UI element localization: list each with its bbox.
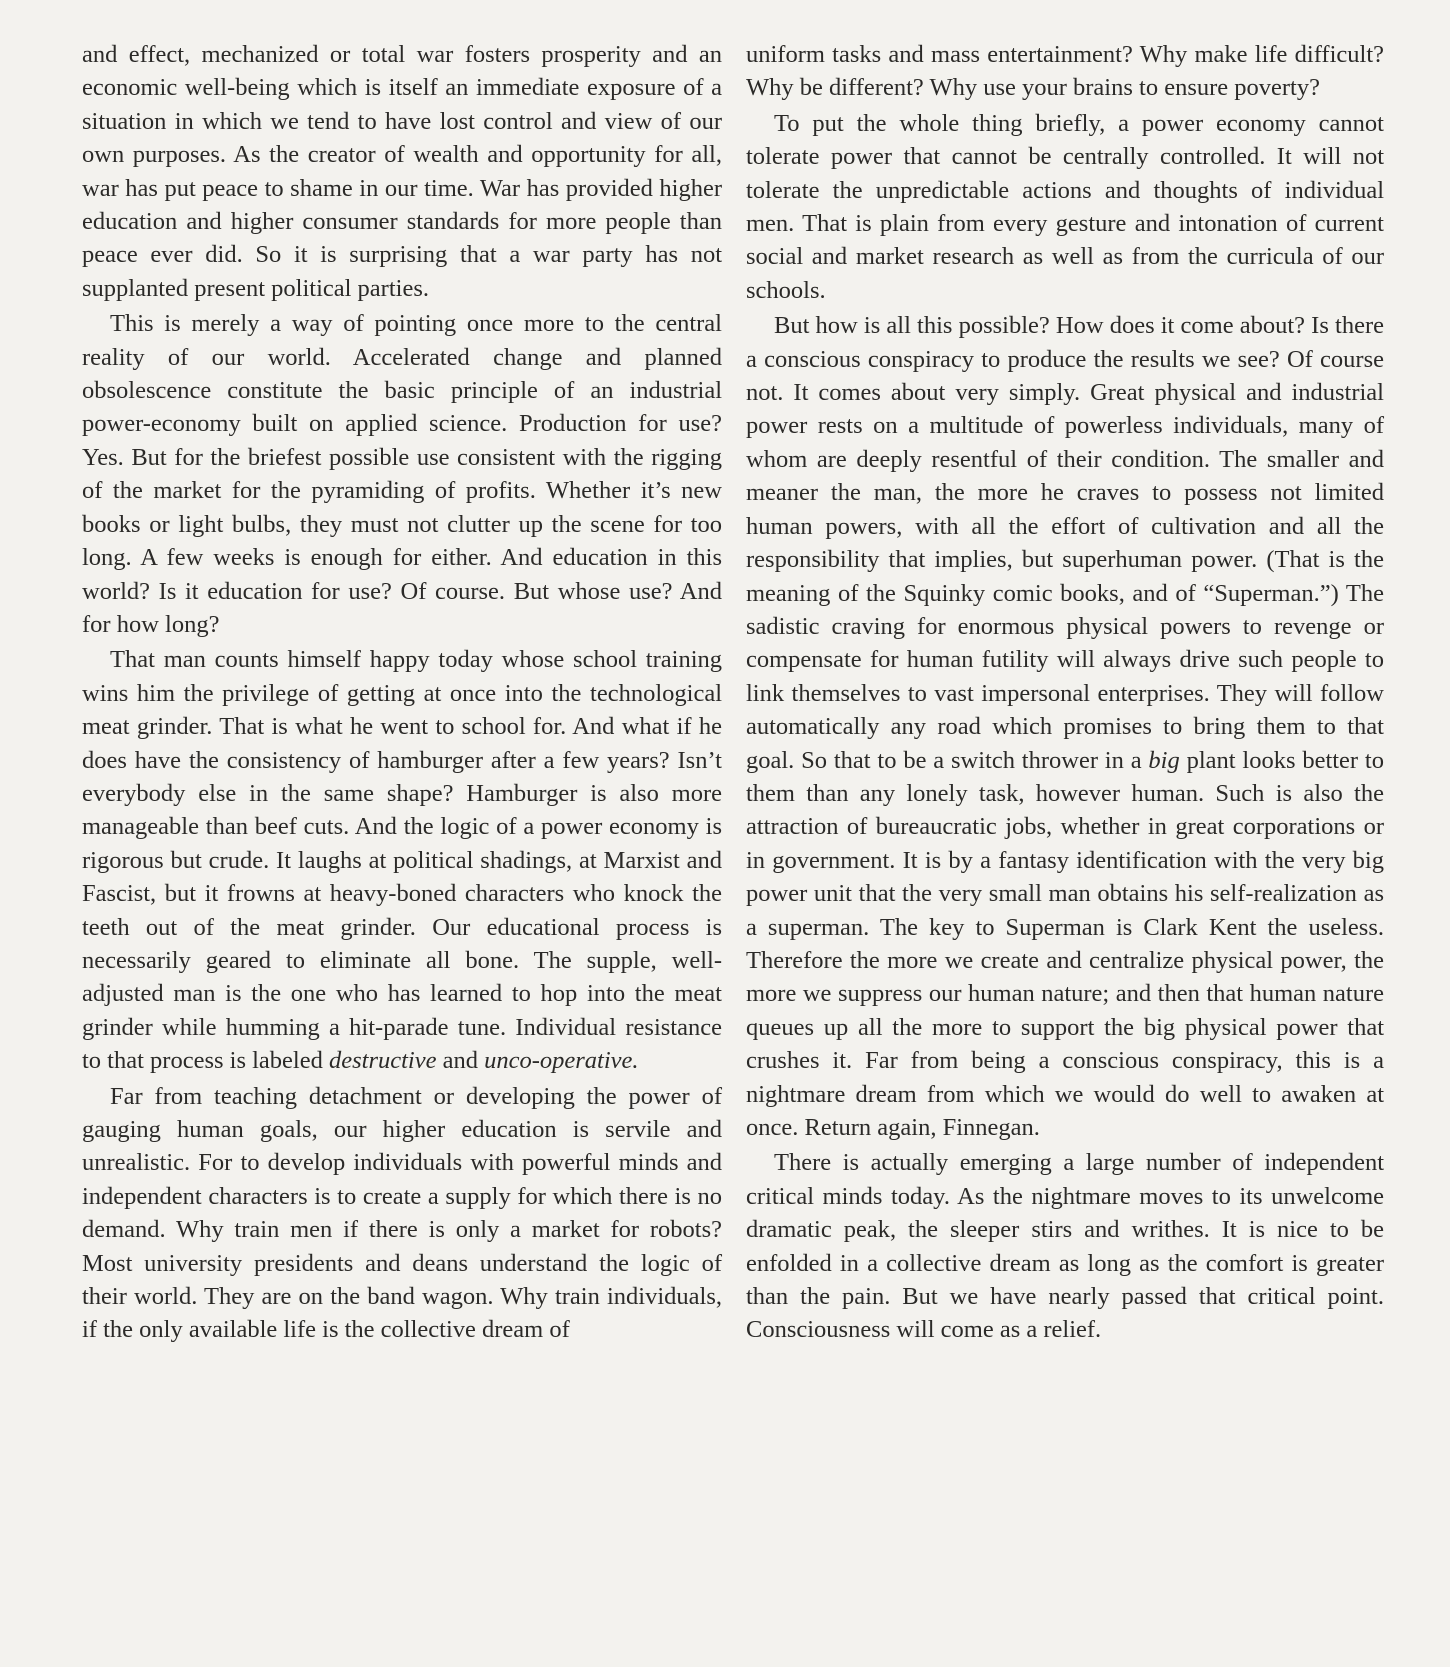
paragraph: This is merely a way of pointing once more to the central reality of our world. Accelerated change and planned obsolescence constitute the basic principle of an industrial power-economy built on applied science. Production for use? Yes. But for the briefest possible use consistent with the rigging of the market for the pyramiding of profits. Whether it’s new books or light bulbs, they must not clutter up the scene for too long. A few weeks is enough for either. And education in this world? Is it education for use? Of course. But whose use? And for how long? bbox=[82, 310, 722, 638]
paragraph: There is actually emerging a large number of independent critical minds today. As the nightmare moves to its unwelcome dramatic peak, the sleeper stirs and writhes. It is nice to be enfolded in a collective dream as long as the comfort is greater than the pain. But we have nearly passed that critical point. Consciousness will come as a relief. bbox=[746, 1149, 1384, 1344]
left-column bbox=[82, 38, 722, 1347]
paragraph-text: That man counts himself happy today whose school training wins him the privilege of getting at once into the technological meat grinder. That is what he went to school for. And what if he does have the consistency of hamburger after a few years? Isn’t everybody else in the same shape? Hamburger is also more manageable than beef cuts. And the logic of a power economy is rigorous but crude. It laughs at political shadings, at Marxist and Fascist, but it frowns at heavy-boned characters who knock the teeth out of the meat grinder. Our educational process is necessarily geared to eliminate all bone. The supple, well-adjusted man is the one who has learned to hop into the meat grinder while humming a hit-parade tune. Individual resistance to that process is labeled bbox=[82, 646, 722, 1075]
paragraph: and effect, mechanized or total war fosters prosperity and an economic well-being which is itself an immediate exposure of a situation in which we tend to have lost control and view of our own purposes. As the creator of wealth and opportunity for all, war has put peace to shame in our time. War has provided higher education and higher consumer standards for more people than peace ever did. So it is surprising that a war party has not supplanted present political parties. bbox=[82, 41, 722, 302]
paragraph: To put the whole thing briefly, a power economy cannot tolerate power that cannot be centrally controlled. It will not tolerate the unpredictable actions and thoughts of individual men. That is plain from every gesture and intonation of current social and market research as well as from the curricula of our schools. bbox=[746, 109, 1384, 304]
paragraph-text: plant looks better to them than any lonely task, however human. Such is also the attraction of bureaucratic jobs, whether in great corporations or in government. It is by a fantasy identification with the very big power unit that the very small man obtains his self-realization as a superman. The key to Superman is Clark Kent the useless. Therefore the more we create and centralize physical power, the more we suppress our human nature; and then that human nature queues up all the more to support the big physical power that crushes it. Far from being a conscious conspiracy, this is a nightmare dream from which we would do well to awaken at once. Return again, Finnegan. bbox=[746, 746, 1384, 1141]
paragraph: uniform tasks and mass entertainment? Why make life difficult? Why be different? Why use your brains to ensure poverty? bbox=[746, 41, 1384, 102]
paragraph-text: But how is all this possible? How does it come about? Is there a conscious conspiracy to produce the results we see? Of course not. It comes about very simply. Great physical and industrial power rests on a multitude of powerless individuals, many of whom are deeply resentful of their condition. The smaller and meaner the man, the more he craves to possess not limited human powers, with all the effort of cultivation and all the responsibility that implies, but superhuman power. (That is the meaning of the Squinky comic books, and of “Superman.”) The sadistic craving for enormous physical powers to revenge or compensate for human futility will always drive such people to link themselves to vast impersonal enterprises. They will follow automatically any road which promises to bring them to that goal. So that to be a switch thrower in a bbox=[746, 312, 1384, 774]
paragraph-text: and bbox=[436, 1047, 485, 1075]
right-column bbox=[746, 38, 1384, 1347]
emphasis-text: destructive bbox=[328, 1047, 437, 1075]
paragraph bbox=[746, 309, 1384, 1144]
paragraph bbox=[82, 643, 722, 1077]
emphasis-text: big bbox=[1148, 746, 1180, 774]
paragraph: Far from teaching detachment or developing the power of gauging human goals, our higher education is servile and unrealistic. For to develop individuals with powerful minds and independent characters is to create a supply for which there is no demand. Why train men if there is only a market for robots? Most university presidents and deans understand the logic of their world. They are on the band wagon. Why train individuals, if the only available life is the collective dream of bbox=[82, 1082, 722, 1344]
emphasis-text: unco-operative. bbox=[484, 1047, 639, 1075]
